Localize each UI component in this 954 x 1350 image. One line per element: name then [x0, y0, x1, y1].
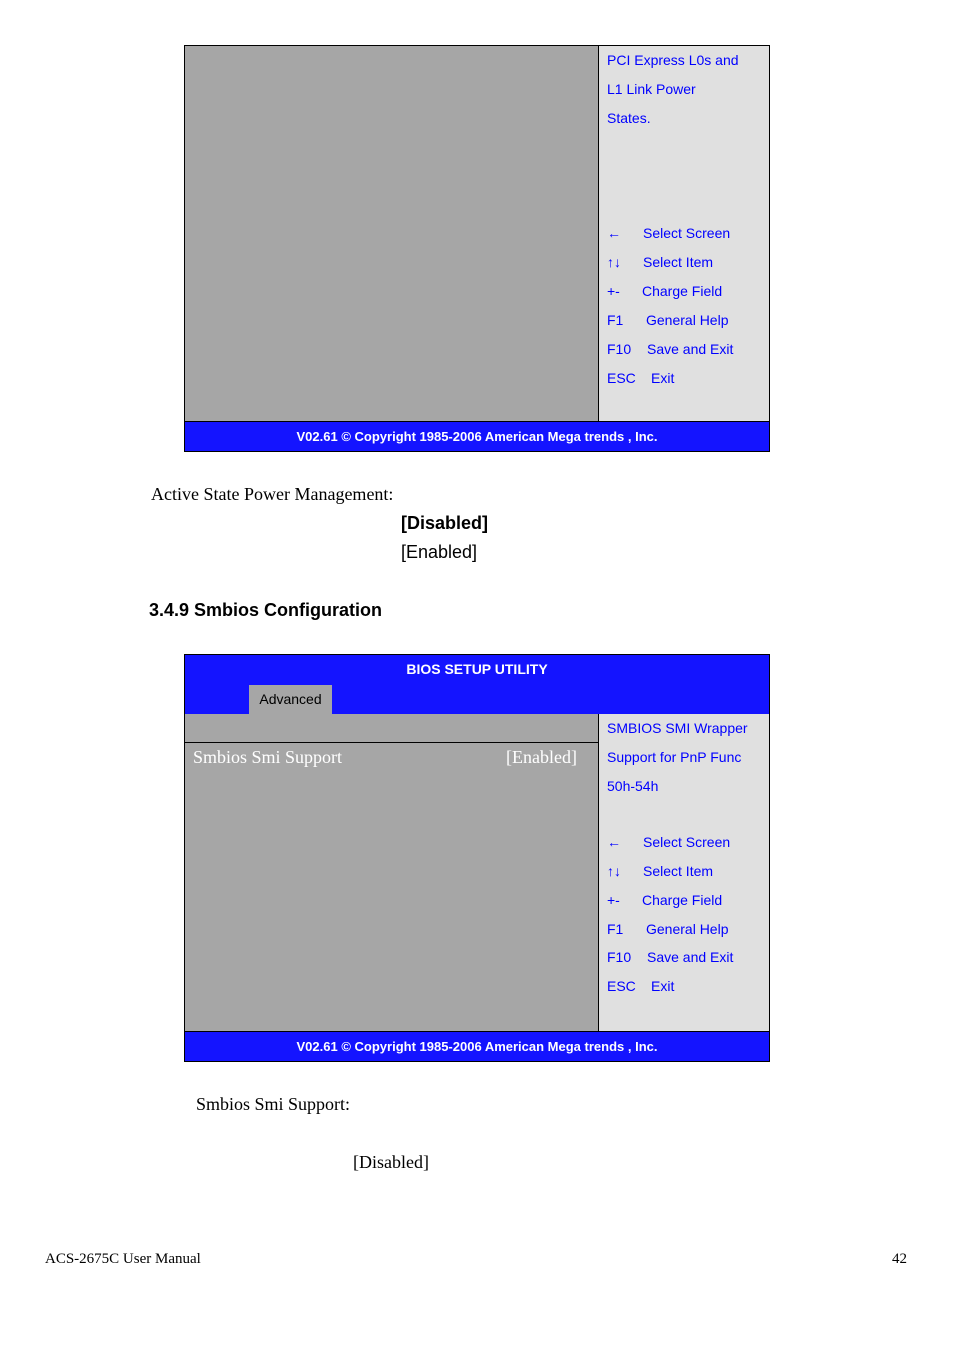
help-text: [607, 714, 748, 801]
f10-key: F10: [607, 341, 632, 357]
key-select-item: [607, 254, 713, 270]
bios-help-pane: [598, 714, 769, 1031]
smbios-smi-support-label[interactable]: Smbios Smi Support: [193, 747, 343, 767]
plus-minus-key: +-: [607, 283, 620, 299]
key-label: Charge Field: [642, 283, 723, 299]
key-change-field: [607, 283, 722, 299]
bios-title: BIOS SETUP UTILITY: [406, 661, 548, 677]
help-text: [607, 46, 739, 133]
help-line: SMBIOS SMI Wrapper: [607, 720, 748, 736]
section-heading: 3.4.9 Smbios Configuration: [149, 600, 383, 620]
option-other: [Enabled]: [401, 542, 478, 562]
esc-key: ESC: [607, 370, 636, 386]
bios-copyright-bar: V02.61 © Copyright 1985-2006 American Mega trends , Inc.: [185, 1031, 769, 1061]
left-arrow-key: ←: [607, 834, 621, 850]
key-label: Save and Exit: [647, 341, 734, 357]
key-select-screen: [607, 225, 730, 241]
key-select-screen: [607, 834, 730, 850]
option-disabled: [Disabled]: [353, 1152, 429, 1172]
key-label: Exit: [651, 370, 675, 386]
tab-advanced[interactable]: Advanced: [249, 685, 332, 714]
key-save-exit: [607, 949, 733, 965]
divider-line: [185, 742, 598, 743]
bios-title-bar: [185, 655, 769, 714]
up-down-arrow-key: ↑↓: [607, 863, 621, 879]
manual-title: ACS-2675C User Manual: [45, 1251, 201, 1267]
left-arrow-key: ←: [607, 225, 621, 241]
key-change-field: [607, 892, 722, 908]
key-general-help: [607, 312, 729, 328]
key-general-help: [607, 921, 729, 937]
bios-copyright-bar: V02.61 © Copyright 1985-2006 American Mega trends , Inc.: [185, 421, 769, 451]
key-label: General Help: [646, 921, 729, 937]
key-label: Select Screen: [643, 834, 731, 850]
key-label: Exit: [651, 978, 675, 994]
esc-key: ESC: [607, 978, 636, 994]
help-line: Support for PnP Func: [607, 749, 742, 765]
key-label: Charge Field: [642, 892, 723, 908]
bios-help-pane: [598, 46, 769, 421]
key-select-item: [607, 863, 713, 879]
setting-label: Active State Power Management:: [151, 484, 394, 504]
key-label: General Help: [646, 312, 729, 328]
bios-left-pane: [185, 714, 598, 1031]
setting-label: Smbios Smi Support:: [196, 1094, 351, 1114]
option-default: [Disabled]: [401, 513, 489, 533]
bios-screen-2: [184, 654, 770, 1062]
bios-left-pane: [185, 46, 598, 421]
help-line: States.: [607, 110, 651, 126]
f1-key: F1: [607, 312, 624, 328]
help-line: PCI Express L0s and: [607, 52, 739, 68]
f10-key: F10: [607, 949, 632, 965]
up-down-arrow-key: ↑↓: [607, 254, 621, 270]
f1-key: F1: [607, 921, 624, 937]
key-label: Save and Exit: [647, 949, 734, 965]
help-line: 50h-54h: [607, 778, 659, 794]
page-number: 42: [892, 1251, 907, 1267]
smbios-smi-support-value[interactable]: [Enabled]: [506, 747, 577, 767]
key-exit: [607, 370, 674, 386]
help-line: L1 Link Power: [607, 81, 696, 97]
bios-screen-1: [184, 45, 770, 452]
key-save-exit: [607, 341, 733, 357]
key-exit: [607, 978, 674, 994]
key-label: Select Screen: [643, 225, 731, 241]
key-label: Select Item: [643, 863, 714, 879]
key-label: Select Item: [643, 254, 714, 270]
plus-minus-key: +-: [607, 892, 620, 908]
